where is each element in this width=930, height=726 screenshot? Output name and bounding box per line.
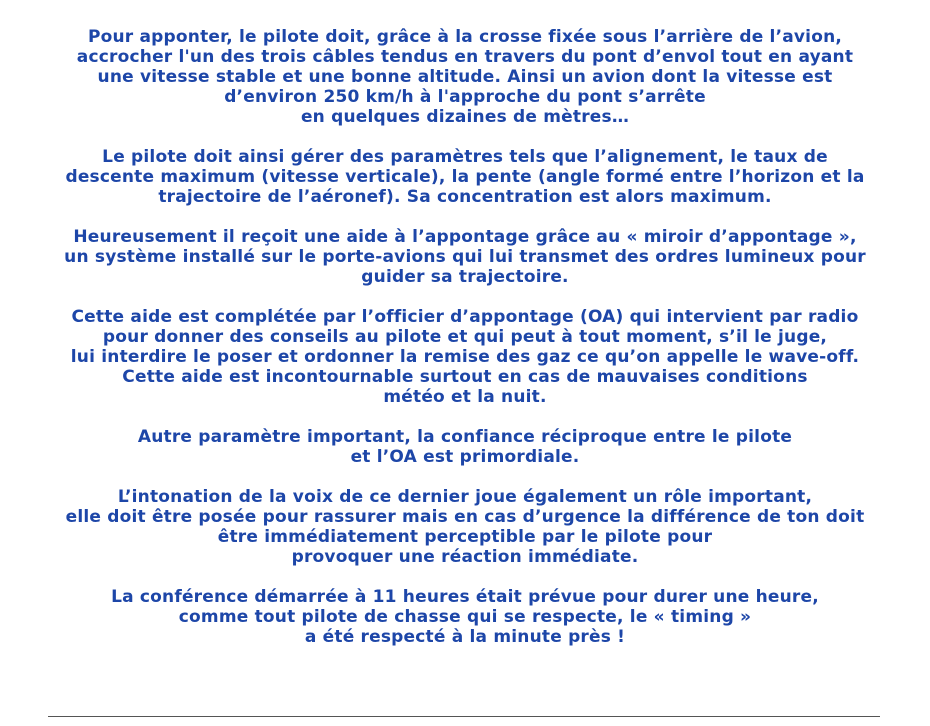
paragraph-conference-timing [10, 587, 920, 647]
text-line: La conférence démarrée à 11 heures était prévue pour durer une heure, [111, 587, 819, 607]
paragraph-landing-mirror [10, 227, 920, 287]
article-text [10, 27, 920, 667]
text-line: météo et la nuit. [383, 387, 547, 407]
text-line: descente maximum (vitesse verticale), la pente (angle formé entre l’horizon et la [65, 167, 865, 187]
text-line: en quelques dizaines de mètres… [300, 107, 630, 127]
text-line: pour donner des conseils au pilote et qui peut à tout moment, s’il le juge, [102, 327, 828, 347]
text-line: lui interdire le poser et ordonner la remise des gaz ce qu’on appelle le wave-off. [70, 347, 860, 367]
paragraph-pilot-parameters [10, 147, 920, 207]
text-line: une vitesse stable et une bonne altitude. Ainsi un avion dont la vitesse est [97, 67, 833, 87]
text-line: d’environ 250 km/h à l'approche du pont s’arrête [224, 87, 706, 107]
text-line: Le pilote doit ainsi gérer des paramètres tels que l’alignement, le taux de [102, 147, 828, 167]
text-line: un système installé sur le porte-avions qui lui transmet des ordres lumineux pour [64, 247, 866, 267]
text-line: Pour apponter, le pilote doit, grâce à la crosse fixée sous l’arrière de l’avion, [87, 27, 843, 47]
paragraph-voice-intonation [10, 487, 920, 567]
text-line: elle doit être posée pour rassurer mais en cas d’urgence la différence de ton doit [65, 507, 865, 527]
text-line: Autre paramètre important, la confiance réciproque entre le pilote [137, 427, 793, 447]
text-line: comme tout pilote de chasse qui se respecte, le « timing » [178, 607, 752, 627]
text-line: provoquer une réaction immédiate. [291, 547, 639, 567]
paragraph-landing-procedure [10, 27, 920, 127]
text-line: accrocher l'un des trois câbles tendus en travers du pont d’envol tout en ayant [76, 47, 854, 67]
text-line: Cette aide est incontournable surtout en cas de mauvaises conditions [122, 367, 808, 387]
text-line: Cette aide est complétée par l’officier d’appontage (OA) qui intervient par radio [71, 307, 859, 327]
paragraph-mutual-trust [10, 427, 920, 467]
text-line: a été respecté à la minute près ! [304, 627, 626, 647]
text-line: être immédiatement perceptible par le pilote pour [217, 527, 713, 547]
text-line: et l’OA est primordiale. [350, 447, 580, 467]
text-line: guider sa trajectoire. [361, 267, 569, 287]
text-line: Heureusement il reçoit une aide à l’appontage grâce au « miroir d’appontage », [73, 227, 857, 247]
paragraph-landing-officer [10, 307, 920, 407]
bottom-divider [48, 716, 880, 717]
text-line: L’intonation de la voix de ce dernier joue également un rôle important, [117, 487, 813, 507]
text-line: trajectoire de l’aéronef). Sa concentration est alors maximum. [158, 187, 772, 207]
